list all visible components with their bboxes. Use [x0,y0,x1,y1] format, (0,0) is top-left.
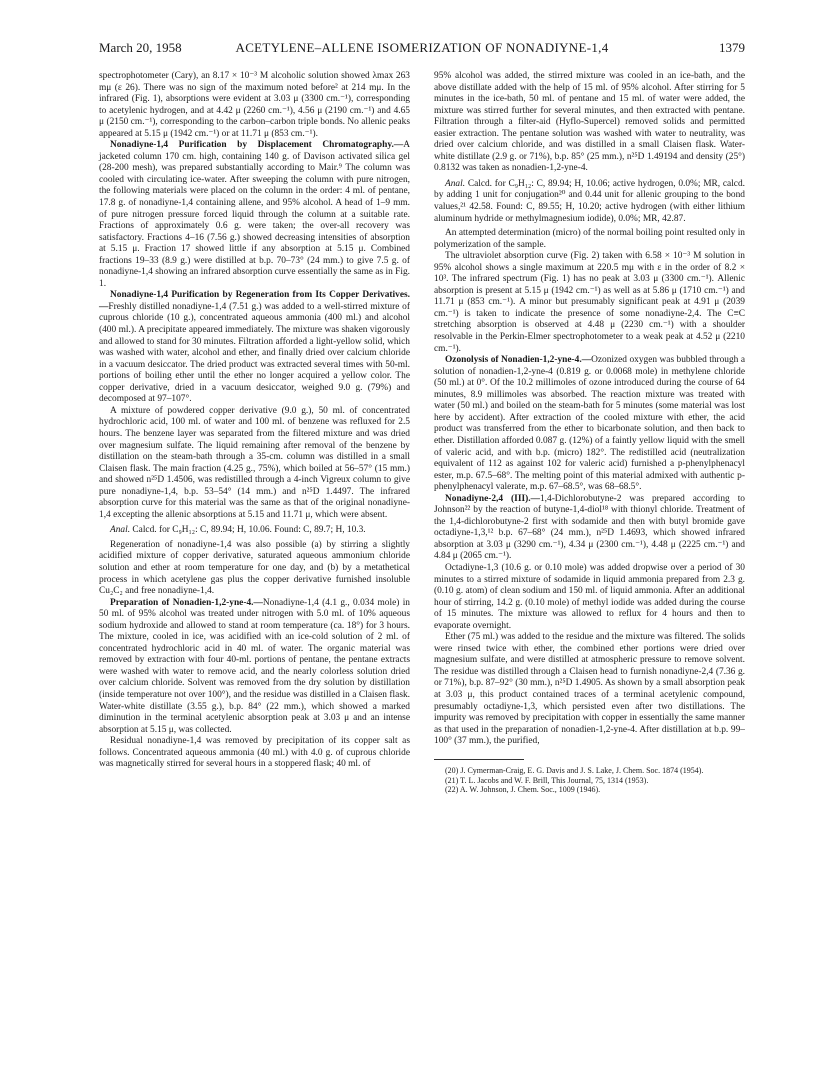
running-header [99,40,745,56]
header-date: March 20, 1958 [99,40,182,55]
left-column [99,71,410,771]
paragraph-text: Freshly distilled nonadiyne-1,4 (7.51 g.) was added to a well-stirred mixture of cuprous chloride (10 g.), concentrated aqueous ammonia (400 ml.) and alcohol (400 ml.). A precipitate appeared immediately. The mixture was shaken vigorously and allowed to stand for 30 minutes. Filtration afforded a light-yellow solid, which was washed with water, alcohol and ether, and finally dried over calcium chloride in a vacuum desiccator. The dried product was extracted several times with 50-ml. portions of boiling ether until the ether no longer acquired a yellow color. The copper derivative, dried in a vacuum desiccator, weighed 9.0 g. (79%) and decomposed at 97–107°. [99,301,410,405]
analysis-paragraph [99,525,410,537]
paragraph: Octadiyne-1,3 (10.6 g. or 0.10 mole) was added dropwise over a period of 30 minutes to a stirred mixture of sodamide in liquid ammonia prepared from 2.3 g. (0.10 g. atom) of clean sodium and 150 ml. of liquid ammonia. After an additional hour of stirring, 14.2 g. (0.10 mole) of methyl iodide was added during the course of 15 minutes. The mixture was allowed to reflux for 4 hours and then to evaporate overnight. [434,562,745,631]
paragraph: A mixture of powdered copper derivative (9.0 g.), 50 ml. of concentrated hydrochloric acid, 100 ml. of water and 100 ml. of benzene was refluxed for 2.5 hours. The benzene layer was separated from the filtered mixture and was dried over magnesium sulfate. The liquid remaining after removal of the benzene by distillation on the steam-bath through a 35-cm. column was distilled in a small Claisen flask. The main fraction (4.25 g., 75%), which boiled at 56–57° (15 mm.) and showed n²⁵D 1.4506, was redistilled through a 4-inch Vigreux column to give pure nonadiyne-1,4, b.p. 53–54° (14 mm.) and n²⁵D 1.4497. The infrared absorption curve for this material was the same as that of the original nonadiyne-1,4 excepting the allenic absorptions at 5.15 and 11.71 μ, which were absent. [99,405,410,520]
footnote-divider [434,759,524,760]
section-paragraph [99,598,410,737]
paragraph-text: Ozonized oxygen was bubbled through a solution of nonadien-1,2-yne-4 (0.819 g. or 0.0068 mole) in methylene chloride (50 ml.) at 0°. Of the 10.2 millimoles of ozone introduced during the course of 64 minutes, 8.9 millimoles was absorbed. The reaction mixture was treated with water (50 ml.) and boiled on the steam-bath for 5 minutes (some material was lost here by accident). After extraction of the cooled mixture with ether, the acid product was transferred from the ether to bicarbonate solution, and then back to ether. Distillation afforded 0.087 g. (12%) of a faintly yellow liquid with the smell of valeric acid, and with b.p. (micro) 182°. The redistilled acid (neutralization equivalent of 112 as against 102 for valeric acid) furnished a p-phenylphenacyl ester, m.p. 67.5–68°. The melting point of this material admixed with authentic p-phenylphenacyl valerate, m.p. 67–68.5°, was 68–68.5°. [434,355,745,493]
analysis-label: Anal. [110,525,131,536]
paragraph-text: Nonadiyne-1,4 (4.1 g., 0.034 mole) in 50 ml. of 95% alcohol was treated under nitrogen with 5.0 ml. of 10% aqueous sodium hydroxide and allowed to stand at room temperature (ca. 18°) for 3 hours. The mixture, cooled in ice, was acidified with an ice-cold solution of 2 ml. of concentrated hydrochloric acid in 40 ml. of water. The organic material was removed by extraction with four 40-ml. portions of pentane, the pentane extracts were washed with water to remove acid, and the nearly colorless solution dried over calcium chloride. Solvent was removed from the dry solution by distillation (inside temperature not over 100°), and the residue was distilled in a Claisen flask. Water-white distillate (3.55 g.), b.p. 84° (22 mm.), which showed a marked diminution in the terminal acetylenic absorption peak at 3.03 μ and an intense absorption at 5.15 μ, was collected. [99,597,410,735]
paragraph: The ultraviolet absorption curve (Fig. 2) taken with 6.58 × 10⁻³ M solution in 95% alcohol shows a single maximum at 220.5 mμ with ε in the order of 8.2 × 10³. The infrared spectrum (Fig. 1) has no peak at 3.03 μ (3300 cm.⁻¹). Allenic absorption is present at 5.15 μ (1942 cm.⁻¹) as well as at 5.86 μ (1710 cm.⁻¹) and 11.71 μ (853 cm.⁻¹). A minor but presumably significant peak at 4.91 μ (2039 cm.⁻¹) is taken to indicate the presence of some nonadiyne-2,4. The C≡C stretching absorption is observed at 4.48 μ (2230 cm.⁻¹) with a shoulder resolvable in the Perkin-Elmer spectrophotometer to a weak peak at 4.52 μ (2210 cm.⁻¹). [434,251,745,354]
analysis-label: Anal. [445,178,466,189]
section-paragraph [99,290,410,405]
analysis-paragraph [434,179,745,225]
footnote: (20) J. Cymerman-Craig, E. G. Davis and J. S. Lake, J. Chem. Soc. 1874 (1954). [445,765,704,775]
paragraph: Ether (75 ml.) was added to the residue and the mixture was filtered. The solids were rinsed twice with ether, the combined ether portions were dried over magnesium sulfate, and were distilled at atmospheric pressure to remove solvent. The residue was distilled through a Claisen head to furnish nonadiyne-2,4 (7.36 g. or 71%), b.p. 87–92° (30 mm.), n²⁵D 1.4905. As shown by a small absorption peak at 3.03 μ, this product contained traces of a terminal acetylenic compound, presumably octadiyne-1,3, which persisted even after two distillations. The impurity was removed by precipitation with copper in essentially the same manner as that used in the preparation of nonadien-1,2-yne-4. After distillation at b.p. 99–100° (37 mm.), the purified, [434,632,745,747]
analysis-text: Calcd. for C₉H₁₂: C, 89.94; H, 10.06; active hydrogen, 0.0%; MR, calcd. by adding 1 unit for conjugation²⁰ and 0.44 unit for allenic grouping to the bond values,²¹ 42.58. Found: C, 89.55; H, 10.20; active hydrogen (with either lithium aluminum hydride or methylmagnesium iodide), 0.0%; MR, 42.87. [434,178,745,224]
section-heading: Nonadiyne-1,4 Purification by Regeneration from Its Copper Derivatives.— [99,290,410,312]
footnote: (21) T. L. Jacobs and W. F. Brill, This Journal, 75, 1314 (1953). [445,775,649,785]
section-heading: Nonadiyne-1,4 Purification by Displacement Chromatography.— [110,140,404,151]
section-paragraph [99,140,410,290]
section-paragraph [434,494,745,563]
paragraph: 95% alcohol was added, the stirred mixture was cooled in an ice-bath, and the above distillate added with the help of 15 ml. of 95% alcohol. After stirring for 5 minutes in the ice-bath, 50 ml. of pentane and 15 ml. of water were added, the mixture was stirred further for several minutes, and then extracted with pentane. Filtration through a filter-aid (Hyflo-Supercel) removed solids and permitted easier extraction. The pentane solution was washed with water to neutrality, was dried over calcium chloride, and was distilled in a small Claisen flask. Water-white distillate (2.9 g. or 71%), b.p. 85° (25 mm.), n²⁵D 1.49194 and density (25°) 0.8132 was taken as nonadien-1,2-yne-4. [434,71,745,174]
paragraph: Regeneration of nonadiyne-1,4 was also possible (a) by stirring a slightly acidified mixture of copper derivative, saturated aqueous ammonium chloride solution and ether at room temperature for one day, and (b) by a metathetical process in which acetylene gas plus the copper derivative furnished insoluble Cu₂C₂ and free nonadiyne-1,4. [99,539,410,597]
paragraph-text: 1,4-Dichlorobutyne-2 was prepared according to Johnson²² by the reaction of butyne-1,4-diol¹⁸ with thionyl chloride. Treatment of the 1,4-dichlorobutyne-2 first with sodamide and then with butyl bromide gave octadiyne-1,3,¹² b.p. 67–68° (24 mm.), n²⁵D 1.4693, which showed infrared absorption at 3.03 μ (3290 cm.⁻¹), 4.34 μ (2300 cm.⁻¹), 4.48 μ (2225 cm.⁻¹) and 4.84 μ (2065 cm.⁻¹). [434,493,745,562]
section-heading: Ozonolysis of Nonadien-1,2-yne-4.— [445,355,592,366]
page-number: 1379 [719,40,745,55]
analysis-text: Calcd. for C₉H₁₂: C, 89.94; H, 10.06. Found: C, 89.7; H, 10.3. [132,525,366,536]
section-heading: Nonadiyne-2,4 (III).— [445,493,540,504]
footnote: (22) A. W. Johnson, J. Chem. Soc., 1009 (1946). [445,785,601,795]
paragraph: Residual nonadiyne-1,4 was removed by precipitation of its copper salt as follows. Concentrated aqueous ammonia (40 ml.) with 4.0 g. of cuprous chloride was magnetically stirred for several hours in a stoppered flask; 40 ml. of [99,736,410,770]
right-column [434,71,745,795]
section-paragraph [434,355,745,494]
paragraph: spectrophotometer (Cary), an 8.17 × 10⁻³ M alcoholic solution showed λmax 263 mμ (ε 26). There was no sign of the maximum noted before² at 214 mμ. In the infrared (Fig. 1), absorptions were evident at 3.03 μ (3300 cm.⁻¹), corresponding to acetylenic hydrogen, and at 4.42 μ (2260 cm.⁻¹), 4.56 μ (2190 cm.⁻¹) and 4.65 μ (2150 cm.⁻¹), corresponding to the carbon–carbon triple bonds. No allenic peaks appeared at 5.15 μ (1942 cm.⁻¹) or at 11.71 μ (853 cm.⁻¹). [99,71,410,139]
paragraph: An attempted determination (micro) of the normal boiling point resulted only in polymerization of the sample. [434,228,745,250]
paragraph-text: A jacketed column 170 cm. high, containing 140 g. of Davison activated silica gel (28-200 mesh), was prepared substantially according to Mair.⁹ The column was cooled with circulating ice-water. After sweeping the column with pure nitrogen, the following materials were placed on the column in the order: 4 ml. of pentane, 17.8 g. of nonadiyne-1,4 containing allene, and 95% alcohol. A head of 1–9 mm. of pure nitrogen pressure forced liquid through the column at a suitable rate. Fractions of approximately 0.6 g. were taken; the over-all recovery was satisfactory. Fractions 4–16 (7.56 g.) showed decreasing intensities of absorption at 5.15 μ. Fraction 17 showed little if any absorption at 5.15 μ. Combined fractions 19–33 (8.9 g.) were distilled at b.p. 70–73° (24 mm.) to give 7.5 g. of nonadiyne-1,4 showing an infrared absorption curve essentially the same as in Fig. 1. [99,140,410,289]
header-title: ACETYLENE–ALLENE ISOMERIZATION OF NONADIYNE-1,4 [235,40,609,55]
section-heading: Preparation of Nonadien-1,2-yne-4.— [110,597,263,608]
